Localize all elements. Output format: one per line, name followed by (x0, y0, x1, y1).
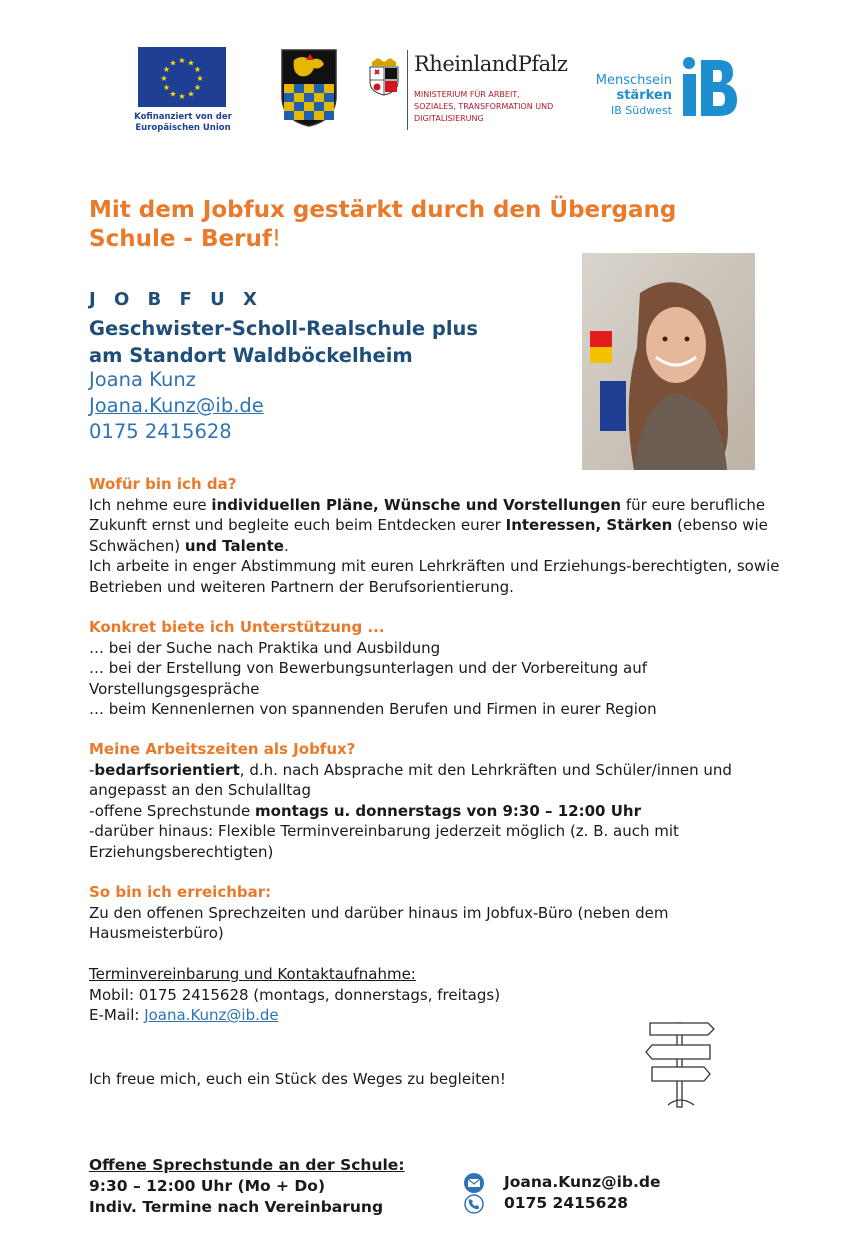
contact-email-link-2[interactable]: Joana.Kunz@ib.de (144, 1006, 279, 1024)
purpose-heading: Wofür bin ich da? (89, 475, 237, 493)
svg-text:★: ★ (178, 92, 186, 101)
svg-text:★: ★ (169, 58, 177, 68)
contact-mobile: Mobil: 0175 2415628 (montags, donnerstags, freitags) (89, 985, 501, 1004)
svg-text:★: ★ (178, 56, 186, 65)
ib-logo (679, 56, 739, 118)
contact-block (89, 367, 264, 445)
profile-photo (582, 253, 755, 470)
svg-text:★: ★ (196, 74, 204, 83)
footer-hours: 9:30 – 12:00 Uhr (Mo + Do) (89, 1177, 326, 1195)
footer-email: Joana.Kunz@ib.de (504, 1173, 661, 1191)
svg-text:★: ★ (193, 83, 202, 92)
section-reachable (89, 882, 789, 944)
municipal-crest-logo (280, 48, 338, 128)
rlp-crest-logo (366, 56, 402, 96)
section-purpose (89, 474, 789, 597)
ib-slogan-line3: IB Südwest (610, 104, 672, 117)
purpose-paragraph-1: Ich nehme eure individuellen Pläne, Wünsche und Vorstellungen für eure berufliche Zukunft ernst und begleite euch beim Entdecken eurer Interessen, Stärken (ebenso wie Schwächen) und Talente. (89, 495, 768, 555)
ib-slogan-line1: Menschsein (595, 73, 672, 88)
school-line-1: Geschwister-Scholl-Realschule plus (89, 317, 479, 340)
closing-line: Ich freue mich, euch ein Stück des Weges zu begleiten! (89, 1070, 506, 1088)
ib-slogan (592, 73, 672, 118)
svg-text:★: ★ (193, 65, 202, 74)
mail-icon (462, 1173, 486, 1193)
page-headline (89, 196, 769, 254)
rlp-wordmark: RheinlandPfalz (414, 52, 568, 76)
svg-text:★: ★ (162, 83, 171, 92)
footer-phone: 0175 2415628 (504, 1194, 629, 1212)
section-hours (89, 739, 789, 862)
svg-text:★: ★ (162, 65, 171, 74)
phone-icon (462, 1194, 486, 1214)
footer-contact (462, 1172, 661, 1214)
list-item: … bei der Erstellung von Bewerbungsunterlagen und der Vorbereitung auf Vorstellungsgespräche (89, 659, 647, 698)
purpose-paragraph-2: Ich arbeite in enger Abstimmung mit euren Lehrkräften und Erziehungs-berechtigten, sowie Betrieben und weiteren Partnern der Berufsorientierung. (89, 557, 780, 596)
footer-phone-row (462, 1193, 661, 1214)
ib-slogan-line2: stärken (616, 88, 672, 103)
section-support (89, 617, 789, 720)
footer-office-hours (89, 1155, 405, 1218)
hours-heading: Meine Arbeitszeiten als Jobfux? (89, 740, 356, 758)
svg-text:★: ★ (160, 74, 168, 83)
svg-text:★: ★ (169, 89, 177, 99)
contact-email-link[interactable]: Joana.Kunz@ib.de (89, 394, 264, 417)
signpost-icon (640, 1017, 720, 1112)
headline-text: Mit dem Jobfux gestärkt durch den Übergang Schule - Beruf (89, 197, 677, 252)
footer-individual: Indiv. Termine nach Vereinbarung (89, 1198, 384, 1216)
rlp-ministry-text: MINISTERIUM FÜR ARBEIT, SOZIALES, TRANSFORMATION UND DIGITALISIERUNG (414, 90, 554, 123)
logo-divider (407, 50, 408, 130)
hours-line-2: -offene Sprechstunde montags u. donnerstags von 9:30 – 12:00 Uhr (89, 801, 641, 820)
headline-exclamation: ! (271, 226, 282, 252)
reachable-heading: So bin ich erreichbar: (89, 883, 272, 901)
role-title: J O B F U X (89, 289, 263, 310)
contact-email-row: E-Mail: Joana.Kunz@ib.de (89, 1006, 279, 1024)
reachable-text: Zu den offenen Sprechzeiten und darüber hinaus im Jobfux-Büro (neben dem Hausmeisterbüro) (89, 903, 669, 942)
eu-flag-logo (138, 47, 226, 107)
school-name (89, 315, 569, 369)
footer-email-row (462, 1172, 661, 1193)
support-heading: Konkret biete ich Unterstützung ... (89, 618, 385, 636)
school-line-2: am Standort Waldböckelheim (89, 344, 413, 367)
contact-name: Joana Kunz (89, 368, 196, 391)
svg-text:★: ★ (187, 89, 195, 99)
hours-line-3: -darüber hinaus: Flexible Terminvereinbarung jederzeit möglich (z. B. auch mit Erziehungsberechtigten) (89, 822, 679, 861)
contact-phone: 0175 2415628 (89, 420, 232, 443)
contact-heading: Terminvereinbarung und Kontaktaufnahme: (89, 965, 416, 983)
eu-caption: Kofinanziert von der Europäischen Union (134, 112, 232, 133)
ib-logo-mark: IB (709, 117, 710, 118)
hours-line-1: -bedarfsorientiert, d.h. nach Absprache mit den Lehrkräften und Schüler/innen und angepasst an den Schulalltag (89, 760, 732, 799)
list-item: … beim Kennenlernen von spannenden Berufen und Firmen in eurer Region (89, 700, 657, 718)
footer-heading: Offene Sprechstunde an der Schule: (89, 1156, 405, 1174)
list-item: … bei der Suche nach Praktika und Ausbildung (89, 638, 441, 657)
svg-text:★: ★ (187, 58, 195, 68)
